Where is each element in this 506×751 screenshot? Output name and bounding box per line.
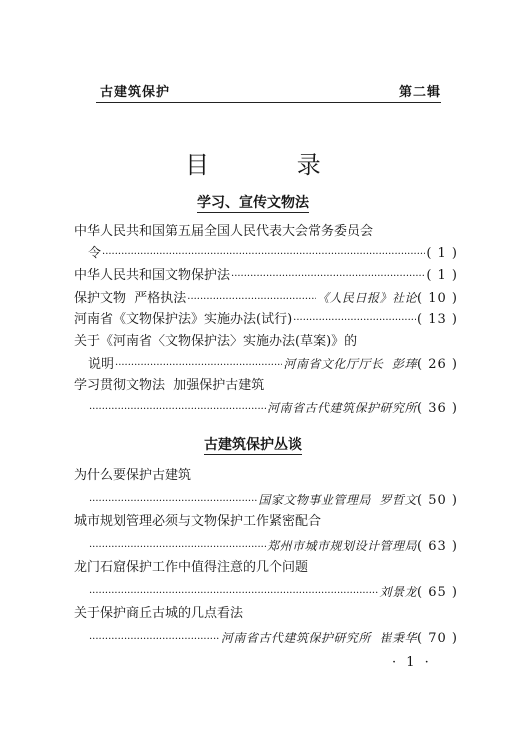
entry-source: 《人民日报》社论	[317, 291, 418, 305]
running-header	[96, 78, 441, 104]
leader-dots	[89, 630, 220, 650]
entry-title: 关于《河南省〈文物保护法〉实施办法(草案)》的	[74, 334, 358, 349]
page-number: ( 36 )	[417, 401, 458, 416]
entry-title-cont: 说明	[88, 357, 115, 372]
leader-dots	[89, 584, 379, 604]
toc-entry-line	[74, 604, 458, 624]
entry-title: 保护文物 严格执法	[74, 291, 187, 306]
toc-entry-line	[74, 398, 458, 418]
leader-dots	[115, 356, 282, 376]
page-number: ( 1 )	[426, 268, 458, 283]
page-number: ( 10 )	[417, 291, 458, 306]
page-number: ( 26 )	[417, 357, 458, 372]
entry-title: 中华人民共和国文物保护法	[74, 268, 231, 283]
toc-entry-line	[74, 332, 458, 352]
page-number: ( 63 )	[417, 539, 458, 554]
toc-entry-line	[74, 558, 458, 578]
entry-title: 龙门石窟保护工作中值得注意的几个问题	[74, 560, 309, 575]
toc-entry-line	[74, 376, 458, 396]
header-rule	[96, 102, 441, 103]
toc-entry-line	[74, 244, 458, 264]
toc-entry-line	[74, 354, 458, 374]
page-number: ( 13 )	[417, 312, 458, 327]
entry-source: 河南省文化厅厅长 彭琫	[283, 357, 418, 371]
page-number: ( 70 )	[417, 631, 458, 646]
section-heading	[0, 434, 506, 454]
leader-dots	[293, 311, 416, 331]
leader-dots	[89, 492, 257, 512]
entry-title: 关于保护商丘古城的几点看法	[74, 606, 244, 621]
leader-dots	[187, 290, 316, 310]
toc-entry-line	[74, 310, 458, 330]
entry-source: 刘景龙	[379, 585, 418, 599]
section-heading	[0, 192, 506, 212]
toc-title: 目 录	[185, 151, 361, 179]
toc-entry-line	[74, 466, 458, 486]
entry-title: 为什么要保护古建筑	[74, 468, 192, 483]
toc-entry-line	[74, 628, 458, 648]
entry-title: 中华人民共和国第五届全国人民代表大会常务委员会	[74, 224, 374, 239]
leader-dots	[231, 267, 425, 287]
leader-dots	[89, 538, 266, 558]
entry-source: 郑州市城市规划设计管理局	[267, 539, 418, 553]
entry-title: 城市规划管理必须与文物保护工作紧密配合	[74, 514, 322, 529]
toc-entry-line	[74, 582, 458, 602]
toc-entry-line	[74, 266, 458, 286]
entry-title: 学习贯彻文物法 加强保护古建筑	[74, 378, 265, 393]
volume-label: 第二辑	[398, 85, 441, 100]
toc-entry-line	[74, 536, 458, 556]
entry-title: 河南省《文物保护法》实施办法(试行)	[74, 312, 293, 327]
book-title: 古建筑保护	[100, 85, 171, 100]
page-folio: · 1 ·	[392, 655, 432, 670]
page-number: ( 65 )	[417, 585, 458, 600]
toc-entry-line	[74, 288, 458, 308]
toc-entry-line	[74, 512, 458, 532]
toc-entry-line	[74, 490, 458, 510]
page-number: ( 50 )	[417, 493, 458, 508]
entry-source: 河南省古代建筑保护研究所 崔秉华	[220, 631, 418, 645]
section-heading-text: 古建筑保护丛谈	[204, 437, 302, 453]
entry-source: 国家文物事业管理局 罗哲文	[258, 493, 418, 507]
section-heading-text: 学习、宣传文物法	[197, 195, 309, 211]
entry-source: 河南省古代建筑保护研究所	[267, 401, 418, 415]
entry-title-cont: 令	[88, 246, 102, 261]
page-number: ( 1 )	[426, 246, 458, 261]
leader-dots	[102, 245, 425, 265]
toc-entry-line	[74, 222, 458, 242]
leader-dots	[89, 400, 266, 420]
